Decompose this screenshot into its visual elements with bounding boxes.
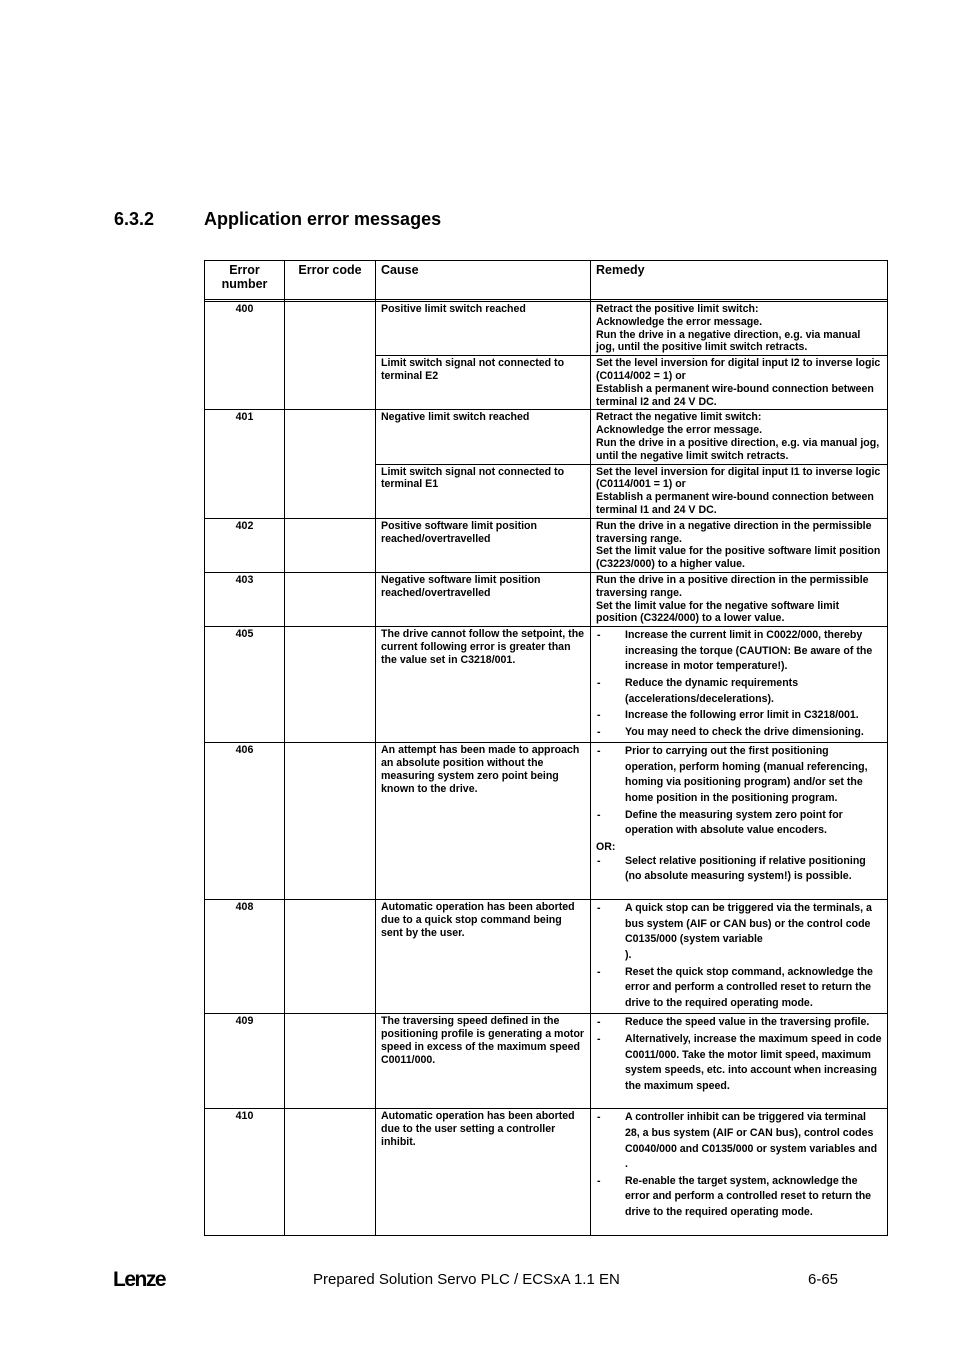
table-row [205,518,888,572]
table-row [205,1109,888,1236]
table-row [205,410,888,464]
list-item-text: A quick stop can be triggered via the terminals, a bus system (AIF or CAN bus) or the control code C0135/000 (system variable ). [625,902,872,962]
table-row [205,1014,888,1109]
error-code-cell [285,743,376,900]
list-item: - Define the measuring system zero point for operation with absolute value encoders. [597,808,843,837]
cause-cell: Automatic operation has been aborted due to a quick stop command being sent by the user. [376,900,591,1014]
list-item: - Reduce the dynamic requirements (accelerations/decelerations). [597,676,799,705]
list-item: - Prior to carrying out the first positioning operation, perform homing (manual referencing, homing via positioning program) and/or set the home position in the positioning program. [597,745,868,805]
footer-page-number: 6-65 [808,1271,839,1288]
list-item-text: Increase the current limit in C0022/000, thereby increasing the torque (CAUTION: Be aware of the increase in motor temperature!). [625,629,873,673]
remedy-line: Retract the positive limit switch: [596,303,759,315]
table-row [205,900,888,1014]
list-item-text: Reduce the dynamic requirements (accelerations/decelerations). [625,676,799,705]
remedy-line: Retract the negative limit switch: [596,411,762,424]
remedy-line: Run the drive in a positive direction in the permissible traversing range. [596,573,869,599]
header-error-number: Error number [205,261,285,300]
footer-doc-title: Prepared Solution Servo PLC / ECSxA 1.1 EN [313,1271,620,1288]
list-item: - Re-enable the target system, acknowledge the error and perform a controlled reset to return the drive to the required operating mode. [597,1174,872,1218]
section-title: Application error messages [204,209,442,229]
remedy-line: Set the limit value for the positive software limit position (C3223/000) to a higher value. [596,545,881,571]
remedy-line: Run the drive in a positive direction, e.g. via manual jog, until the negative limit switch retracts. [596,436,880,462]
remedy-cell [591,743,888,900]
list-item-text: A controller inhibit can be triggered via terminal 28, a bus system (AIF or CAN bus), control codes C0040/000 and C0135/000 or system variables and . [625,1111,878,1171]
section-heading [114,209,441,230]
remedy-cell [591,410,888,464]
remedy-line: Establish a permanent wire-bound connection between terminal I1 and 24 V DC. [596,491,874,516]
error-code-cell [285,1014,376,1109]
list-item-text: Increase the following error limit in C3218/001. [625,709,859,722]
error-table-body [205,302,888,1236]
list-item: - Increase the following error limit in C3218/001. [597,709,859,722]
remedy-cell [591,518,888,572]
remedy-line: Set the level inversion for digital input I2 to inverse logic (C0114/002 = 1) or [596,357,881,382]
cause-cell: The traversing speed defined in the positioning profile is generating a motor speed in excess of the maximum speed C0011/000. [376,1014,591,1109]
remedy-line: Run the drive in a negative direction, e.g. via manual jog, until the positive limit switch retracts. [596,328,861,354]
section-number: 6.3.2 [114,209,155,229]
remedy-line: Set the level inversion for digital input I1 to inverse logic (C0114/001 = 1) or [596,465,881,491]
error-code-cell [285,572,376,626]
cause-cell: Limit switch signal not connected to terminal E1 [376,464,591,518]
table-header-row [205,261,888,300]
or-label: OR: [596,840,616,853]
error-number-cell: 410 [205,1109,285,1236]
table-row [205,627,888,743]
cause-cell: Negative limit switch reached [376,410,591,464]
error-code-cell [285,900,376,1014]
remedy-line: Run the drive in a negative direction in the permissible traversing range. [596,519,872,545]
cause-cell: Limit switch signal not connected to terminal E2 [376,356,591,410]
cause-cell: The drive cannot follow the setpoint, the current following error is greater than the value set in C3218/001. [376,627,591,743]
list-item-text: Define the measuring system zero point for operation with absolute value encoders. [625,808,843,837]
remedy-list [596,901,882,1011]
remedy-cell [591,627,888,743]
remedy-line: Establish a permanent wire-bound connection between terminal I2 and 24 V DC. [596,382,874,408]
remedy-list [596,628,882,740]
header-remedy: Remedy [591,261,888,300]
error-code-cell [285,518,376,572]
error-number-cell: 402 [205,518,285,572]
list-item-text: Prior to carrying out the first positioning operation, perform homing (manual referencing, homing via positioning program) and/or set the home position in the positioning program. [625,745,868,805]
error-table [204,260,888,1236]
cause-cell: An attempt has been made to approach an absolute position without the measuring system zero point being known to the drive. [376,743,591,900]
error-number-cell: 403 [205,572,285,626]
remedy-cell [591,1014,888,1109]
remedy-line: Set the limit value for the negative software limit position (C3224/000) to a lower value. [596,599,840,625]
remedy-line: Acknowledge the error message. [596,315,763,328]
cause-cell: Automatic operation has been aborted due to the user setting a controller inhibit. [376,1109,591,1236]
remedy-cell [591,356,888,410]
list-item-text: Select relative positioning if relative positioning (no absolute measuring system!) is possible. [625,854,866,883]
error-code-cell [285,410,376,518]
list-item: - You may need to check the drive dimensioning. [597,725,864,738]
remedy-list [596,854,882,885]
list-item: - A controller inhibit can be triggered via terminal 28, a bus system (AIF or CAN bus), control codes C0040/000 and C0135/000 or system variables and . [597,1111,878,1171]
error-code-cell [285,627,376,743]
list-item-text: Re-enable the target system, acknowledge the error and perform a controlled reset to return the drive to the required operating mode. [625,1174,872,1218]
list-item-text: Reduce the speed value in the traversing profile. [625,1016,870,1029]
list-item: - A quick stop can be triggered via the terminals, a bus system (AIF or CAN bus) or the control code C0135/000 (system variable ). [597,902,872,962]
remedy-list [596,1015,882,1094]
error-number-cell: 401 [205,410,285,518]
error-number-cell: 409 [205,1014,285,1109]
cause-cell: Negative software limit position reached/overtravelled [376,572,591,626]
error-number-cell: 408 [205,900,285,1014]
header-error-code: Error code [285,261,376,300]
error-code-cell [285,302,376,410]
remedy-cell [591,900,888,1014]
table-row [205,572,888,626]
list-item-text: Reset the quick stop command, acknowledge the error and perform a controlled reset to return the drive to the required operating mode. [625,965,873,1009]
cause-cell: Positive software limit position reached/overtravelled [376,518,591,572]
lenze-logo: Lenze [113,1268,166,1291]
table-row [205,743,888,900]
remedy-cell [591,302,888,356]
cause-cell: Positive limit switch reached [376,302,591,356]
list-item: - Increase the current limit in C0022/000, thereby increasing the torque (CAUTION: Be aware of the increase in motor temperature!). [597,629,873,673]
error-number-cell: 400 [205,302,285,410]
list-item-text: Alternatively, increase the maximum speed in code C0011/000. Take the motor limit speed, maximum system speeds, etc. into account when increasing the maximum speed. [625,1033,882,1092]
remedy-cell [591,1109,888,1236]
remedy-list [596,1110,882,1220]
table-row [205,302,888,356]
error-number-cell: 405 [205,627,285,743]
error-number-cell: 406 [205,743,285,900]
list-item: - Select relative positioning if relative positioning (no absolute measuring system!) is possible. [597,854,866,883]
remedy-list [596,744,882,839]
error-code-cell [285,1109,376,1236]
remedy-cell [591,464,888,518]
remedy-cell [591,572,888,626]
list-item: - Reduce the speed value in the traversing profile. [597,1016,870,1029]
list-item-text: You may need to check the drive dimensioning. [625,725,864,738]
list-item: - Alternatively, increase the maximum speed in code C0011/000. Take the motor limit speed, maximum system speeds, etc. into account when increasing the maximum speed. [597,1033,882,1092]
header-cause: Cause [376,261,591,300]
remedy-line: Acknowledge the error message. [596,424,763,437]
list-item: - Reset the quick stop command, acknowledge the error and perform a controlled reset to return the drive to the required operating mode. [597,965,873,1009]
